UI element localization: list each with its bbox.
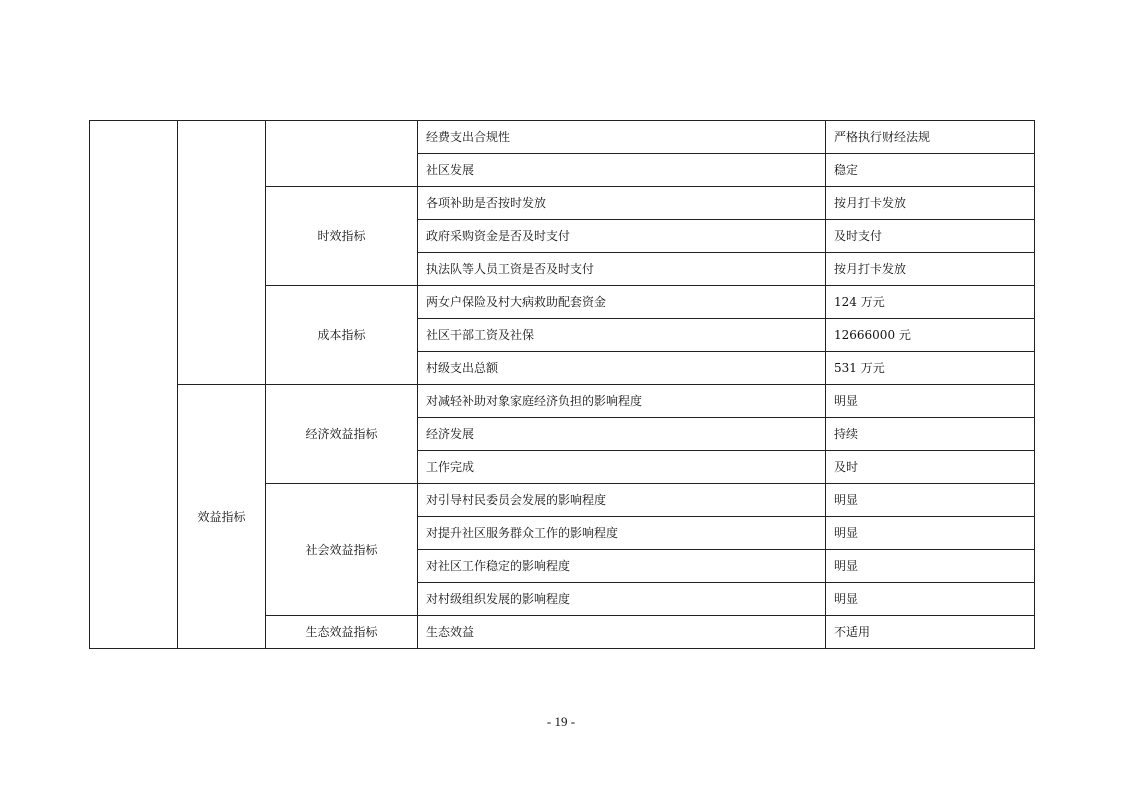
value-cell: 124 万元 <box>826 286 1035 319</box>
level3-cell <box>266 121 418 187</box>
indicator-cell: 各项补助是否按时发放 <box>418 187 826 220</box>
indicator-cell: 两女户保险及村大病救助配套资金 <box>418 286 826 319</box>
level3-cell-social: 社会效益指标 <box>266 484 418 616</box>
indicator-cell: 政府采购资金是否及时支付 <box>418 220 826 253</box>
value-cell: 明显 <box>826 517 1035 550</box>
indicator-cell: 经费支出合规性 <box>418 121 826 154</box>
level2-cell <box>178 121 266 385</box>
indicator-cell: 对引导村民委员会发展的影响程度 <box>418 484 826 517</box>
value-cell: 531 万元 <box>826 352 1035 385</box>
value-cell: 按月打卡发放 <box>826 187 1035 220</box>
value-cell: 及时 <box>826 451 1035 484</box>
indicator-cell: 对村级组织发展的影响程度 <box>418 583 826 616</box>
value-cell: 稳定 <box>826 154 1035 187</box>
value-cell: 及时支付 <box>826 220 1035 253</box>
level3-cell-timeliness: 时效指标 <box>266 187 418 286</box>
indicator-cell: 对减轻补助对象家庭经济负担的影响程度 <box>418 385 826 418</box>
level3-cell-ecological: 生态效益指标 <box>266 616 418 649</box>
indicator-cell: 经济发展 <box>418 418 826 451</box>
indicator-cell: 社区发展 <box>418 154 826 187</box>
indicator-cell: 村级支出总额 <box>418 352 826 385</box>
value-cell: 12666000 元 <box>826 319 1035 352</box>
level1-cell <box>90 121 178 649</box>
value-cell: 明显 <box>826 385 1035 418</box>
indicator-cell: 执法队等人员工资是否及时支付 <box>418 253 826 286</box>
value-cell: 明显 <box>826 583 1035 616</box>
indicator-cell: 生态效益 <box>418 616 826 649</box>
table-row <box>90 121 1035 154</box>
level2-cell-benefit: 效益指标 <box>178 385 266 649</box>
indicator-cell: 对提升社区服务群众工作的影响程度 <box>418 517 826 550</box>
level3-cell-cost: 成本指标 <box>266 286 418 385</box>
page-number: - 19 - <box>546 714 576 729</box>
table-row <box>90 385 1035 418</box>
value-cell: 不适用 <box>826 616 1035 649</box>
value-cell: 明显 <box>826 550 1035 583</box>
performance-indicator-table <box>89 120 1035 649</box>
value-cell: 明显 <box>826 484 1035 517</box>
indicator-cell: 社区干部工资及社保 <box>418 319 826 352</box>
level3-cell-economic: 经济效益指标 <box>266 385 418 484</box>
value-cell: 按月打卡发放 <box>826 253 1035 286</box>
indicator-cell: 对社区工作稳定的影响程度 <box>418 550 826 583</box>
value-cell: 严格执行财经法规 <box>826 121 1035 154</box>
value-cell: 持续 <box>826 418 1035 451</box>
indicator-cell: 工作完成 <box>418 451 826 484</box>
